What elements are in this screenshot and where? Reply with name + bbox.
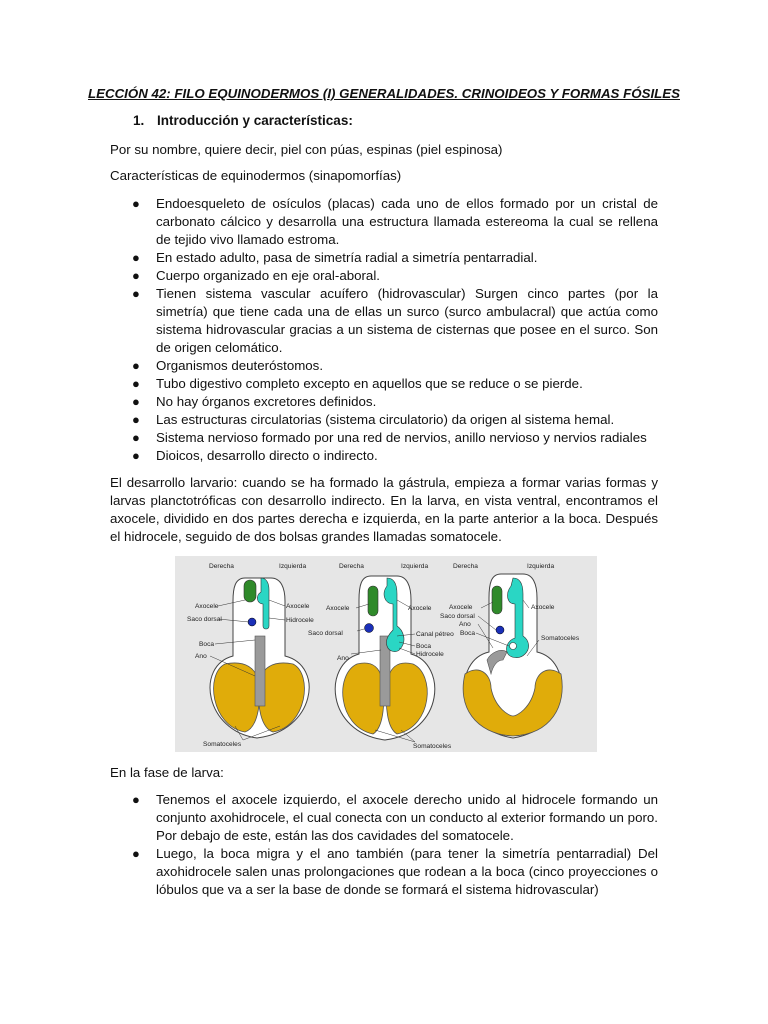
larva-panel-3 <box>440 563 580 738</box>
label-derecha-2: Derecha <box>339 563 364 570</box>
label-izquierda-3: Izquierda <box>527 563 555 570</box>
larva-diagram-figure <box>175 556 597 752</box>
list-item: ● Luego, la boca migra y el ano también (para tener la simetría pentarradial) Del axohidrocele salen unas prolongaciones que rodean a la boca (cinco proyecciones o lóbulos que va a ser la base de donde se formará el sistema hidrovascular) <box>132 846 658 897</box>
label-saco-dorsal-3: Saco dorsal <box>440 613 475 620</box>
label-axocele-left-2: Axocele <box>326 605 350 612</box>
label-axocele-right-1: Axocele <box>286 603 310 610</box>
label-hidrocele-2: Hidrocele <box>416 651 444 658</box>
list-item: ● Endoesqueleto de osículos (placas) cada uno de ellos formado por un cristal de carbonato cálcico y desarrolla una estructura llamada estereoma la cual se rellena de tejido vivo llamado estroma. <box>132 196 658 247</box>
list-item: ● Tienen sistema vascular acuífero (hidrovascular) Surgen cinco partes (por la simetría) que tiene cada una de ellas un surco (surco ambulacral) que actúa como sistema hidrovascular gracias a un sistema de cisternas que posee en el surco. Son de origen celomático. <box>132 286 658 355</box>
list-item: ● Tubo digestivo completo excepto en aquellos que se reduce o se pierde. <box>132 376 583 391</box>
list-item: ● Cuerpo organizado en eje oral-aboral. <box>132 268 380 283</box>
larva-panel-2 <box>308 563 454 750</box>
label-axocele-right-2: Axocele <box>408 605 432 612</box>
intro-paragraph: Por su nombre, quiere decir, piel con púas, espinas (piel espinosa) <box>110 142 503 157</box>
label-boca-3: Boca <box>460 630 476 637</box>
label-canal-petreo-2: Canal pétreo <box>416 631 454 638</box>
label-ano-1: Ano <box>195 653 207 660</box>
section-heading-text: Introducción y características: <box>157 113 353 128</box>
label-boca-1: Boca <box>199 641 215 648</box>
label-somatoceles-1: Somatoceles <box>203 741 242 748</box>
larva-phase-list <box>110 791 658 899</box>
list-item: ● Dioicos, desarrollo directo o indirecto. <box>132 448 378 463</box>
label-axocele-left-1: Axocele <box>195 603 219 610</box>
lesson-title: LECCIÓN 42: FILO EQUINODERMOS (I) GENERALIDADES. CRINOIDEOS Y FORMAS FÓSILES <box>87 86 680 101</box>
label-hidrocele-1: Hidrocele <box>286 617 314 624</box>
list-item: ● Sistema nervioso formado por una red de nervios, anillo nervioso y nervios radiales <box>132 430 647 445</box>
label-boca-2: Boca <box>416 643 432 650</box>
larval-development-paragraph: El desarrollo larvario: cuando se ha formado la gástrula, empieza a formar varias formas y larvas planctotróficas con desarrollo indirecto. En la larva, en vista ventral, encontramos el axocele, dividido en dos partes derecha e izquierda, en la parte anterior a la boca. Después el hidrocele, seguido de dos bolsas grandes llamadas somatocele. <box>110 475 658 544</box>
label-derecha-1: Derecha <box>209 563 234 570</box>
characteristics-list <box>110 195 658 465</box>
list-item: ● En estado adulto, pasa de simetría radial a simetría pentarradial. <box>132 250 538 265</box>
label-ano-3: Ano <box>459 621 471 628</box>
list-item: ● Tenemos el axocele izquierdo, el axocele derecho unido al hidrocele formando un conjunto axohidrocele, el cual conecta con un conducto al exterior formando un poro. Por debajo de este, están las dos cavidades del somatocele. <box>132 792 658 843</box>
label-saco-dorsal-2: Saco dorsal <box>308 630 343 637</box>
label-ano-2: Ano <box>337 655 349 662</box>
larva-panel-1 <box>187 563 314 748</box>
section-number: 1. <box>133 113 145 128</box>
list-item: ● Organismos deuteróstomos. <box>132 358 324 373</box>
larva-diagram <box>175 556 597 752</box>
label-izquierda-2: Izquierda <box>401 563 429 570</box>
label-saco-dorsal-1: Saco dorsal <box>187 616 222 623</box>
list-item: ● Las estructuras circulatorias (sistema circulatorio) da origen al sistema hemal. <box>132 412 615 427</box>
list-item: ● No hay órganos excretores definidos. <box>132 394 377 409</box>
label-izquierda-1: Izquierda <box>279 563 307 570</box>
label-axocele-right-3: Axocele <box>531 604 555 611</box>
label-somatoceles-3: Somatoceles <box>541 635 580 642</box>
label-somatoceles-2: Somatoceles <box>413 743 452 750</box>
larva-phase-heading: En la fase de larva: <box>110 765 224 780</box>
characteristics-heading: Características de equinodermos (sinapomorfías) <box>110 168 402 183</box>
label-derecha-3: Derecha <box>453 563 478 570</box>
label-axocele-left-3: Axocele <box>449 604 473 611</box>
